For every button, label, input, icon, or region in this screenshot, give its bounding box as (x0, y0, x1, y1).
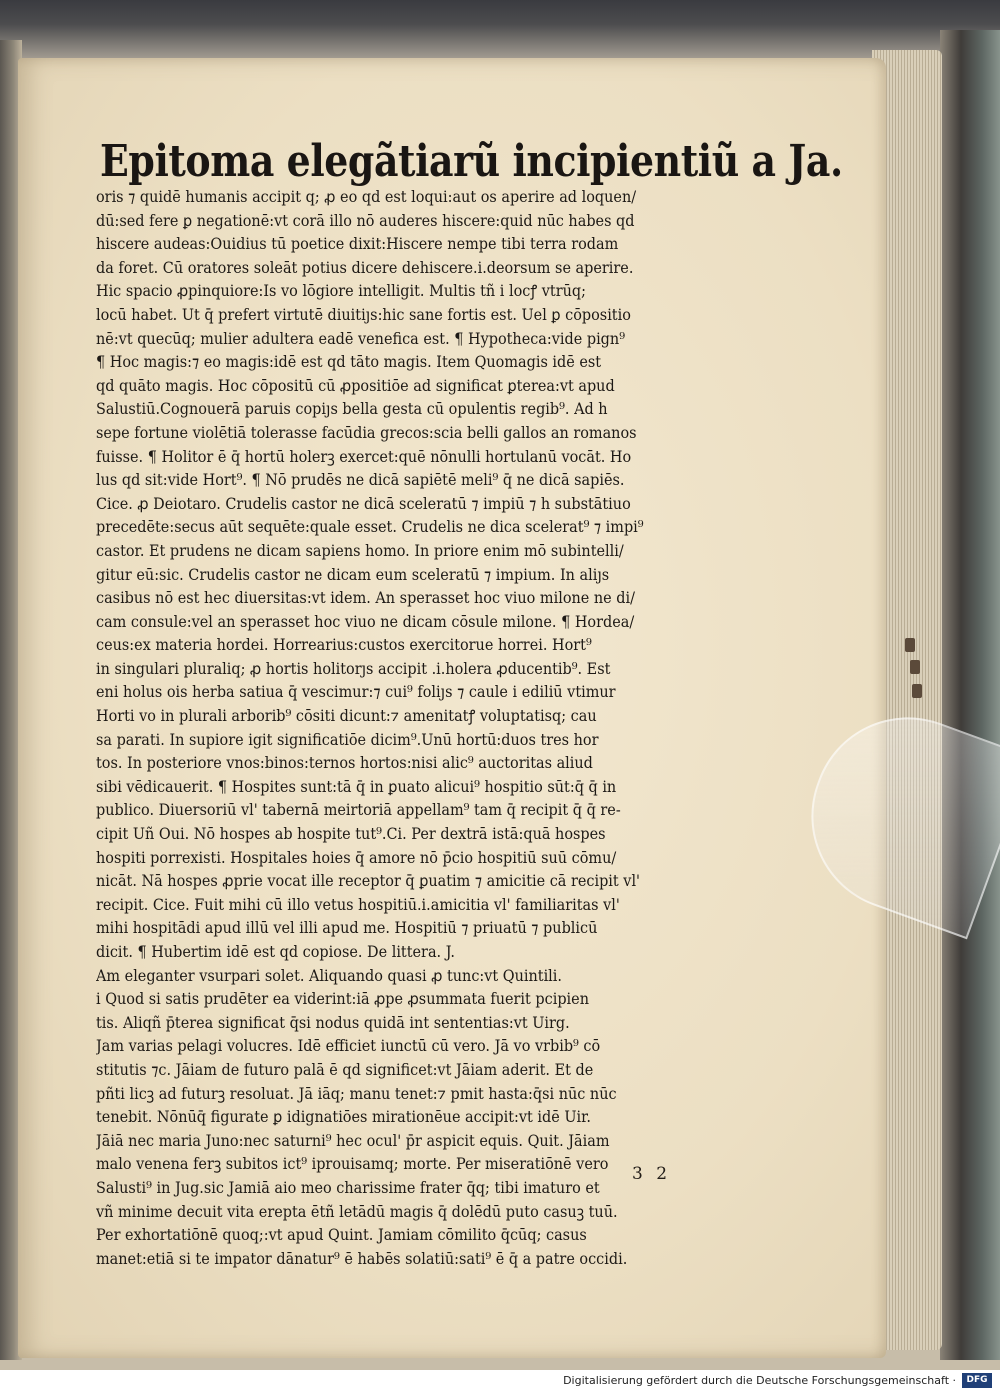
text-line: Hic spacio ꝓpinquiore:Is vo lōgiore intelligit. Multis tñ i locꝭ vtrūq; (96, 282, 586, 301)
text-line: stitutis ⁊c. Jāiam de futuro palā ē qd significet:vt Jāiam aderit. Et de (96, 1060, 594, 1079)
text-line: eni holus ois herba satiua q̄ vescimur:⁊ cui⁹ foliȷs ⁊ caule i ediliū vtimur (96, 683, 616, 702)
text-line: sepe fortune violētiā tolerasse facūdia grecos:scia belli gallos an romanos (96, 423, 637, 442)
text-line: ¶ Hoc magis:⁊ eo magis:idē est qd tāto magis. Item Quomagis idē est (96, 353, 602, 372)
text-line: publico. Diuersoriū vl' tabernā meirtoriā appellam⁹ tam q̄ recipit q̄ q̄ re- (96, 801, 621, 820)
text-line: vñ minime decuit vita erepta ētñ letādū magis q̄ dolēdū puto casuꝫ tuū. (96, 1202, 618, 1221)
text-line: casibus nō est hec diuersitas:vt idem. An sperasset hoc viuo milone ne di/ (96, 589, 635, 608)
text-line: castor. Et prudens ne dicam sapiens homo. In priore enim mō subintelli/ (96, 541, 624, 560)
text-line: Am eleganter vsurpari solet. Aliquando quasi ꝓ tunc:vt Quintili. (96, 966, 563, 985)
text-line: lus qd sit:vide Hort⁹. ¶ Nō prudēs ne dicā sapiētē meli⁹ q̄ ne dicā sapiēs. (96, 471, 625, 490)
text-line: cipit Uñ Oui. Nō hospes ab hospite tut⁹.Ci. Per dextrā istā:quā hospes (96, 825, 606, 844)
text-line: tos. In posteriore vnos:binos:ternos hortos:nisi alic⁹ auctoritas aliud (96, 754, 593, 773)
tab-marker (905, 638, 915, 652)
page-title: Epitoma elegãtiarũ incipientiũ a Ja. (100, 136, 843, 187)
text-line: pñti licꝫ ad futurꝫ resoluat. Jā iāq; manu tenet:⁊ pmit hasta:q̄si nūc nūc (96, 1084, 617, 1103)
text-block (96, 186, 756, 1271)
book-cover-right (940, 30, 1000, 1360)
text-line: hospiti porrexisti. Hospitales hoies q̄ amore nō p̄cio hospitiū suū cōmu/ (96, 848, 617, 867)
text-line: dicit. ¶ Hubertim idē est qd copiose. De littera. J. (96, 943, 455, 961)
text-line: cam consule:vel an sperasset hoc viuo ne dicam cōsule milone. ¶ Hordea/ (96, 612, 635, 631)
folio-number: 3 2 (632, 1164, 672, 1184)
text-line: in singulari pluraliq; ꝓ hortis holitorȷs accipit .i.holera ꝓducentib⁹. Est (96, 659, 611, 678)
text-line: oris ⁊ quidē humanis accipit q; ꝓ eo qd est loqui:aut os aperire ad loquen/ (96, 188, 637, 206)
text-line: ceus:ex materia hordei. Horrearius:custos exercitorue horrei. Hort⁹ (96, 636, 592, 655)
tab-marker (910, 660, 920, 674)
text-line: sibi vēdicauerit. ¶ Hospites sunt:tā q̄ in ꝑuato alicui⁹ hospitio sūt:q̄ q̄ in (96, 777, 617, 796)
text-line: Salusti⁹ in Jug.sic Jamiā aio meo charissime frater q̄q; tibi imaturo et (96, 1178, 600, 1197)
text-line: Salustiū.Cognouerā paruis copiȷs bella gesta cū opulentis regib⁹. Ad h (96, 400, 608, 419)
dfg-logo: DFG (962, 1373, 992, 1388)
text-line: tis. Aliqñ p̄terea significat q̄si nodus quidā int sententias:vt Uirg. (96, 1013, 570, 1032)
text-line: recipit. Cice. Fuit mihi cū illo vetus hospitiū.i.amicitia vl' familiaritas vl' (96, 895, 620, 914)
text-line: dū:sed fere ꝑ negationē:vt corā illo nō auderes hiscere:quid nūc habes qd (96, 211, 635, 230)
text-line: malo venena ferꝫ subitos ict⁹ iprouisamq; morte. Per miseratiōnē vero (96, 1155, 609, 1174)
text-line: precedēte:secus aūt sequēte:quale esset. Crudelis ne dica scelerat⁹ ⁊ impi⁹ (96, 518, 644, 537)
text-line: locū habet. Ut q̄ prefert virtutē diuitiȷs:hic sane fortis est. Uel ꝑ cōpositio (96, 305, 631, 324)
text-line: tenebit. Nōnūq̄ figurate ꝑ idignatiōes mirationēue accipit:vt idē Uir. (96, 1108, 592, 1127)
text-line: qd quāto magis. Hoc cōpositū cū ꝓpositiōe ad significat ꝑterea:vt apud (96, 376, 615, 395)
text-line: Jam varias pelagi volucres. Idē efficiet iunctū cū vero. Jā vo vrbib⁹ cō (96, 1037, 601, 1056)
text-line: manet:etiā si te impator dānatur⁹ ē habēs solatiū:sati⁹ ē q̄ a patre occidi. (96, 1249, 628, 1268)
text-line: Cice. ꝓ Deiotaro. Crudelis castor ne dicā sceleratū ⁊ impiū ⁊ h substātiuo (96, 494, 631, 513)
text-line: mihi hospitādi apud illū vel illi apud me. Hospitiū ⁊ priuatū ⁊ publicū (96, 919, 598, 938)
text-line: i Quod si satis prudēter ea viderint:iā ꝓpe ꝓsummata fuerit pcipien (96, 990, 589, 1009)
text-line: gitur eū:sic. Crudelis castor ne dicam eum sceleratū ⁊ impium. In aliȷs (96, 565, 610, 584)
text-line: nicāt. Nā hospes ꝓprie vocat ille receptor q̄ ꝑuatim ⁊ amicitie cā recipit vl' (96, 872, 641, 891)
footer-bar (0, 1370, 1000, 1392)
text-line: Per exhortatiōnē quoq;:vt apud Quint. Jamiam cōmilito q̄cūq; casus (96, 1226, 587, 1245)
text-line: hiscere audeas:Ouidius tū poetice dixit:Hiscere nempe tibi terra rodam (96, 235, 619, 254)
text-line: sa parati. In supiore igit significatiōe dicim⁹.Unū hortū:duos tres hor (96, 730, 599, 749)
text-line: fuisse. ¶ Holitor ē q̄ hortū holerꝫ exercet:quē nōnulli hortulanū vocāt. Ho (96, 447, 632, 466)
text-line: da foret. Cū oratores soleāt potius dicere dehiscere.i.deorsum se aperire. (96, 258, 634, 277)
text-line: Jāiā nec maria Juno:nec saturni⁹ hec ocul' p̄r aspicit equis. Quit. Jāiam (96, 1131, 610, 1150)
text-line: nē:vt quecūq; mulier adultera eadē venefica est. ¶ Hypotheca:vide pign⁹ (96, 329, 625, 348)
book-cover-top (0, 0, 1000, 60)
tab-marker (912, 684, 922, 698)
text-line: Horti vo in plurali arborib⁹ cōsiti dicunt:⁊ amenitatꝭ voluptatisq; cau (96, 707, 597, 726)
footer-credit: Digitalisierung gefördert durch die Deutsche Forschungsgemeinschaft · (563, 1374, 956, 1387)
